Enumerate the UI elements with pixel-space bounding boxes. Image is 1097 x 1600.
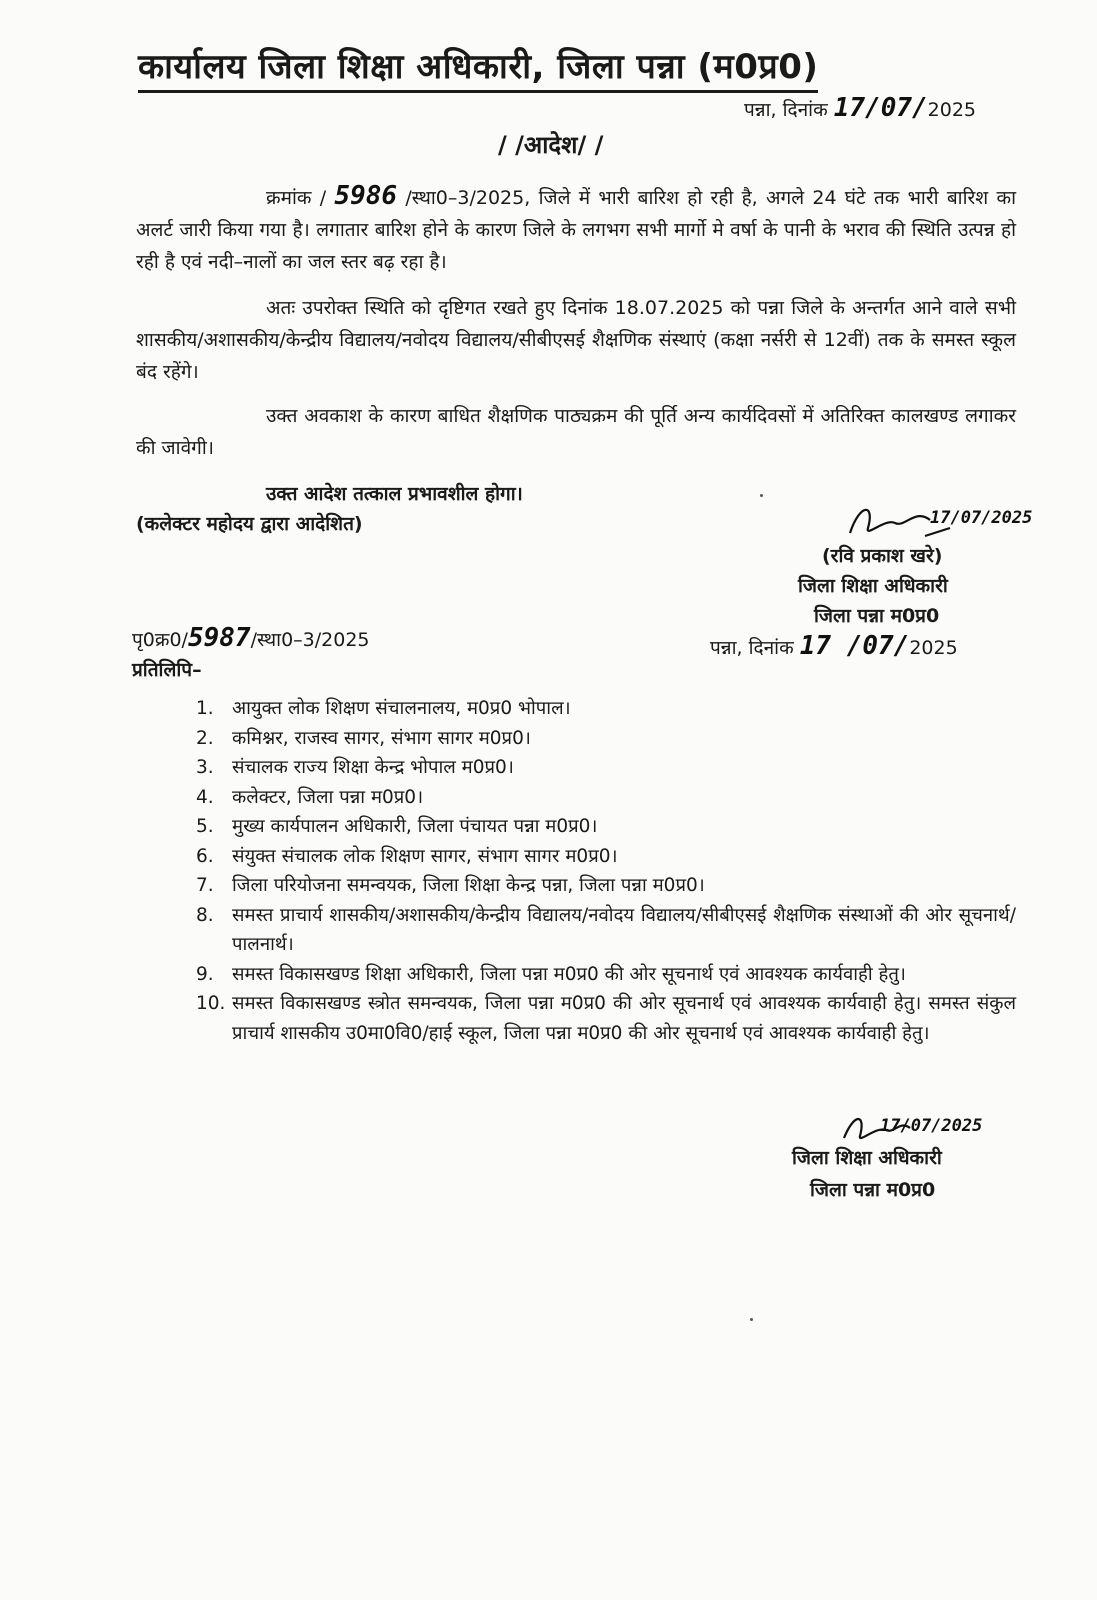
order-number-suffix: /स्था0–3/2025, [405, 187, 531, 209]
signature-1-date: 17/07/2025 [930, 508, 1033, 528]
copy-list-item [196, 989, 1016, 1048]
copy-list-number: 8. [196, 904, 214, 926]
copy-list-item [196, 842, 1016, 872]
endorsement-prefix: पृ0क्र0/ [132, 629, 188, 651]
header-handwritten-date: 17/07/ [833, 93, 928, 123]
copy-list-text: आयुक्त लोक शिक्षण संचालनालय, म0प्र0 भोपाल। [232, 698, 571, 719]
endorsement-number-line [132, 622, 370, 656]
copy-list-text: समस्त प्राचार्य शासकीय/अशासकीय/केन्द्रीय विद्यालय/नवोदय विद्यालय/सीबीएसई शैक्षणिक संस्थाओं की ओर सूचनार्थ/पालनार्थ। [232, 904, 1016, 955]
copy-list-item [196, 812, 1016, 842]
copy-list-number: 6. [196, 845, 214, 867]
endorsement-handwritten-date: 17 /07/ [799, 631, 910, 661]
signature-1-district: जिला पन्ना म0प्र0 [814, 605, 940, 627]
copy-list-number: 4. [196, 786, 214, 808]
endorsement-number: 5987 [187, 623, 251, 653]
copy-list [196, 694, 1016, 1048]
collector-line: (कलेक्टर महोदय द्वारा आदेशित) [136, 513, 363, 535]
copy-label: प्रतिलिपि– [132, 659, 202, 681]
copy-list-number: 2. [196, 727, 214, 749]
paragraph-2 [136, 292, 1016, 388]
signature-1-designation: जिला शिक्षा अधिकारी [798, 575, 948, 597]
copy-list-number: 9. [196, 963, 214, 985]
endorsement-place-date-prefix: पन्ना, दिनांक [710, 637, 794, 659]
signature-2-date: 17/07/2025 [880, 1116, 983, 1136]
paragraph-3 [136, 400, 1016, 464]
copy-list-item [196, 783, 1016, 813]
copy-list-item [196, 901, 1016, 960]
endorsement-date-year: 2025 [909, 637, 958, 659]
header-place-date-prefix: पन्ना, दिनांक [744, 99, 828, 121]
effective-line: उक्त आदेश तत्काल प्रभावशील होगा। [266, 483, 523, 505]
copy-list-number: 3. [196, 757, 214, 778]
copy-list-text: कलेक्टर, जिला पन्ना म0प्र0। [232, 786, 424, 808]
paragraph-3-text: उक्त अवकाश के कारण बाधित शैक्षणिक पाठ्यक्रम की पूर्ति अन्य कार्यदिवसों में अतिरिक्त कालखण्ड लगाकर की जावेगी। [136, 405, 1016, 459]
copy-list-item [196, 960, 1016, 990]
copy-list-text: कमिश्नर, राजस्व सागर, संभाग सागर म0प्र0। [232, 727, 531, 749]
signature-1-name: (रवि प्रकाश खरे) [822, 545, 943, 567]
order-heading: / /आदेश/ / [498, 131, 604, 159]
copy-list-text: जिला परियोजना समन्वयक, जिला शिक्षा केन्द्र पन्ना, जिला पन्ना म0प्र0। [232, 875, 705, 896]
copy-list-text: संचालक राज्य शिक्षा केन्द्र भोपाल म0प्र0। [232, 757, 514, 778]
paragraph-1-text: जिले में भारी बारिश हो रही है, अगले 24 घंटे तक भारी बारिश का अलर्ट जारी किया गया है। लगातार बारिश होने के कारण जिले के लगभग सभी मार्गो मे वर्षा के पानी के भराव की स्थिति उत्पन्न हो रही है एवं नदी–नालों का जल स्तर बढ़ रहा है। [136, 187, 1016, 273]
copy-list-item [196, 694, 1016, 724]
paragraph-1 [136, 180, 1016, 278]
endorsement-suffix: /स्था0–3/2025 [250, 629, 370, 651]
signature-2-designation: जिला शिक्षा अधिकारी [792, 1147, 942, 1169]
copy-list-number: 7. [196, 875, 214, 896]
header-date-line [744, 92, 976, 126]
copy-list-text: समस्त विकासखण्ड शिक्षा अधिकारी, जिला पन्ना म0प्र0 की ओर सूचनार्थ एवं आवश्यक कार्यवाही हेतु। [232, 963, 906, 985]
copy-list-text: संयुक्त संचालक लोक शिक्षण सागर, संभाग सागर म0प्र0। [232, 845, 618, 867]
copy-list-item [196, 724, 1016, 754]
header-date-year: 2025 [927, 99, 977, 121]
copy-list-item [196, 871, 1016, 901]
endorsement-date-line [710, 630, 958, 664]
copy-list-text: समस्त विकासखण्ड स्त्रोत समन्वयक, जिला पन्ना म0प्र0 की ओर सूचनार्थ एवं आवश्यक कार्यवाही हेतु। समस्त संकुल प्राचार्य शासकीय उ0मा0वि0/हाई स्कूल, जिला पन्ना म0प्र0 की ओर सूचनार्थ एवं आवश्यक कार्यवाही हेतु। [232, 993, 1016, 1044]
copy-list-item [196, 753, 1016, 783]
speck [760, 494, 763, 497]
office-title: कार्यालय जिला शिक्षा अधिकारी, जिला पन्ना (म0प्र0) [138, 42, 818, 93]
speck [750, 1318, 753, 1321]
order-number-prefix: क्रमांक / [266, 187, 327, 209]
signature-2-district: जिला पन्ना म0प्र0 [810, 1179, 936, 1201]
copy-list-number: 5. [196, 816, 214, 837]
copy-list-number: 10. [196, 993, 226, 1014]
order-number: 5986 [334, 181, 398, 211]
copy-list-text: मुख्य कार्यपालन अधिकारी, जिला पंचायत पन्ना म0प्र0। [232, 816, 598, 837]
copy-list-number: 1. [196, 698, 214, 719]
paragraph-2-text: अतः उपरोक्त स्थिति को दृष्टिगत रखते हुए दिनांक 18.07.2025 को पन्ना जिले के अन्तर्गत आने वाले सभी शासकीय/अशासकीय/केन्द्रीय विद्यालय/नवोदय विद्यालय/सीबीएसई शैक्षणिक संस्थाएं (कक्षा नर्सरी से 12वीं) तक के समस्त स्कूल बंद रहेंगे। [136, 297, 1016, 383]
